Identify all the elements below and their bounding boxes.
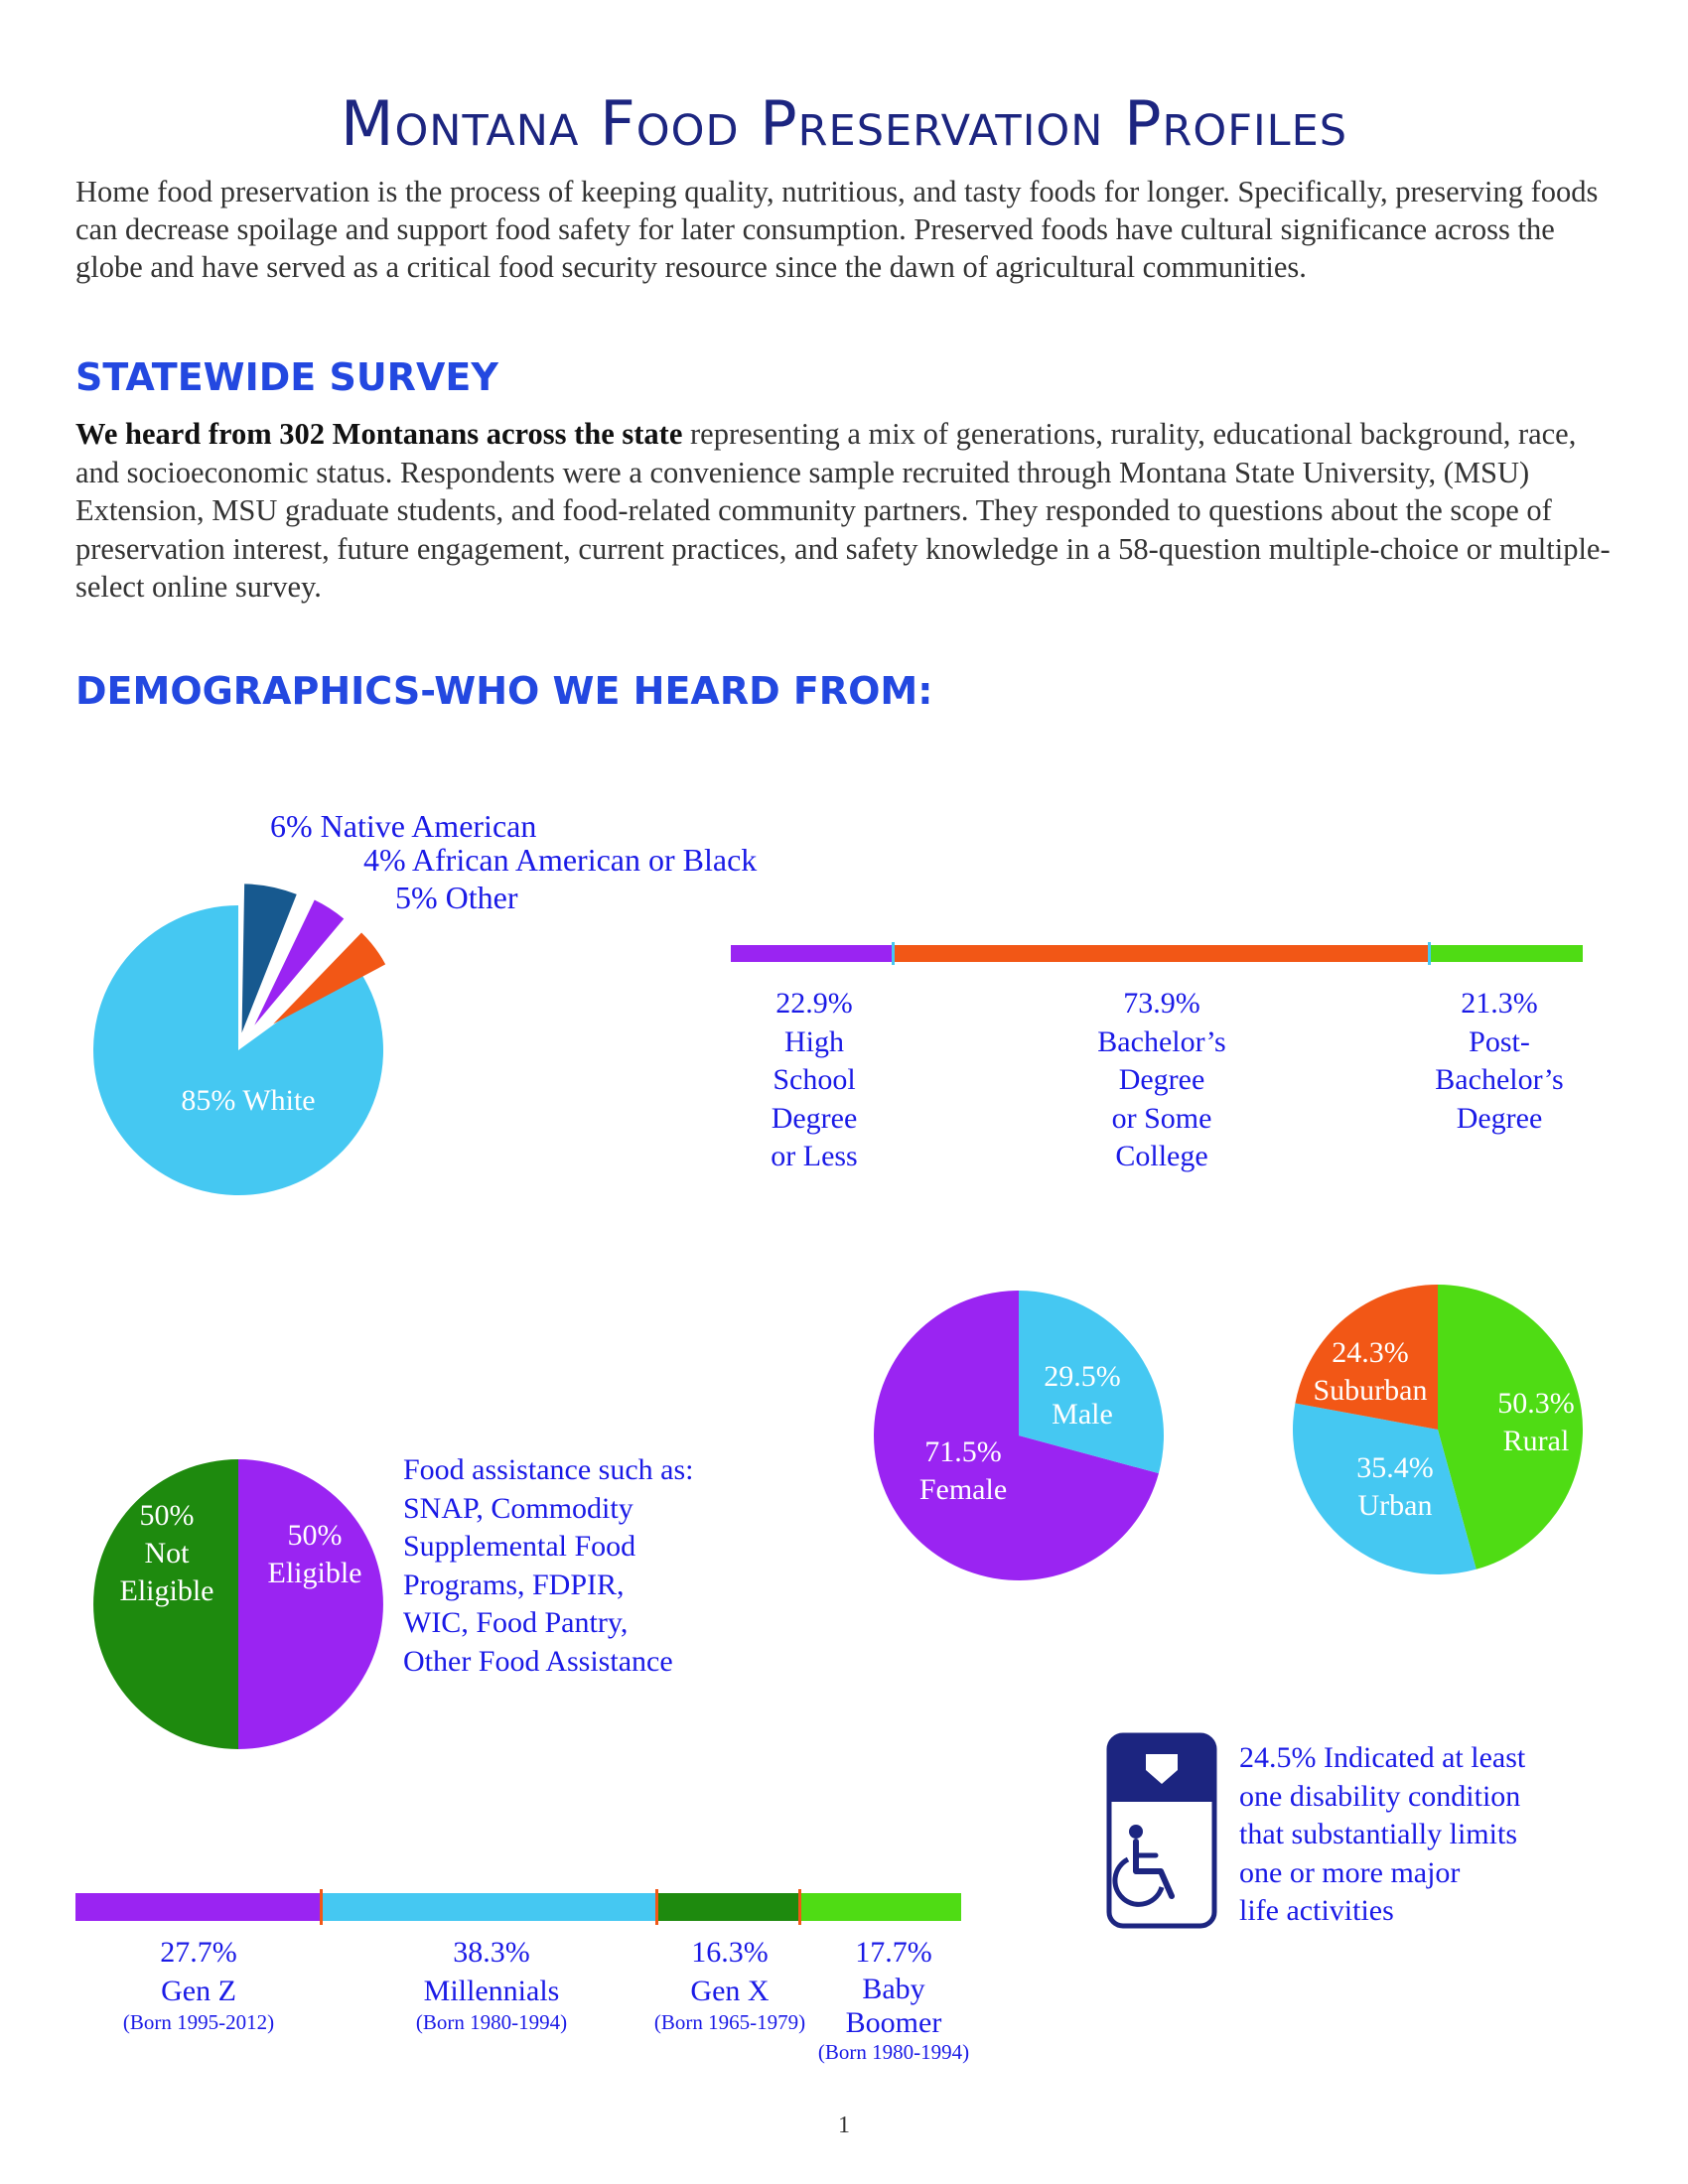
survey-bold-lead: We heard from 302 Montanans across the state: [75, 417, 683, 451]
survey-paragraph: [75, 415, 1624, 607]
education-label-bachelors: [1053, 985, 1271, 1176]
education-bar: [731, 945, 1583, 962]
education-line: Degree: [771, 1101, 858, 1135]
description-line: SNAP, Commodity: [403, 1491, 633, 1525]
generation-born: (Born 1995-2012): [122, 2010, 275, 2034]
disability-line: 24.5% Indicated at least: [1239, 1741, 1526, 1774]
description-line: Supplemental Food: [403, 1530, 636, 1563]
pie-category: Suburban: [1313, 1374, 1428, 1407]
generation-born: (Born 1980-1994): [415, 2010, 568, 2034]
pie-label-white: 85% White: [181, 1084, 316, 1117]
education-line: Degree: [1118, 1063, 1205, 1096]
pie-label-rural: [1472, 1385, 1601, 1460]
description-line: Food assistance such as:: [403, 1453, 694, 1486]
accessibility-parking-tag-icon: [1106, 1732, 1217, 1929]
education-label-post-bachelors: [1400, 985, 1599, 1138]
education-line: College: [1115, 1140, 1208, 1172]
bar-segment-gen-z: [75, 1893, 322, 1921]
disability-line: that substantially limits: [1239, 1818, 1517, 1850]
bar-segment-bachelors: [894, 945, 1430, 962]
generations-bar: [75, 1893, 961, 1921]
generation-name: Boomer: [845, 2005, 942, 2039]
assistance-description: [403, 1451, 693, 1681]
pie-label-other: 5% Other: [395, 880, 518, 915]
pie-category: Rural: [1502, 1425, 1570, 1457]
page-title: Montana Food Preservation Profiles: [340, 87, 1348, 160]
disability-line: life activities: [1239, 1894, 1394, 1927]
pie-label-male: [1023, 1358, 1142, 1433]
bar-segment-millennials: [322, 1893, 657, 1921]
generation-name: Millennials: [423, 1974, 560, 2007]
education-line: or Some: [1111, 1101, 1212, 1135]
generation-born: (Born 1965-1979): [653, 2010, 806, 2034]
pie-category: Eligible: [119, 1574, 214, 1607]
pie-pct: 71.5%: [924, 1435, 1002, 1468]
education-line: Bachelor’s: [1097, 1024, 1226, 1058]
bar-divider: [798, 1889, 801, 1925]
education-label-high-school: [715, 985, 914, 1176]
generation-pct: 38.3%: [453, 1936, 530, 1969]
pie-category: Male: [1052, 1398, 1113, 1431]
pie-category: Urban: [1357, 1489, 1433, 1522]
pie-pct: 50%: [287, 1519, 343, 1552]
disability-line: one or more major: [1239, 1855, 1461, 1889]
pie-slice-white: [93, 905, 383, 1195]
pie-label-not-eligible: [107, 1497, 226, 1610]
pie-label-suburban: [1301, 1334, 1440, 1410]
education-pct: 73.9%: [1123, 987, 1200, 1020]
pie-label-african-american: 4% African American or Black: [363, 842, 758, 878]
pie-category: Not: [144, 1537, 190, 1570]
bar-divider: [655, 1889, 658, 1925]
pie-pct: 50.3%: [1497, 1387, 1575, 1420]
generation-pct: 27.7%: [160, 1936, 237, 1969]
pie-label-native-american: 6% Native American: [270, 808, 537, 844]
pie-pct: 50%: [139, 1499, 195, 1532]
generation-born: (Born 1980-1994): [817, 2039, 970, 2064]
education-line: Post-: [1469, 1024, 1530, 1058]
race-pie-chart: [79, 824, 407, 1221]
bar-segment-gen-x: [657, 1893, 800, 1921]
generation-name: Baby: [862, 1972, 925, 2005]
education-pct: 22.9%: [775, 987, 853, 1020]
page-number: 1: [838, 2113, 850, 2138]
education-line: Bachelor’s: [1435, 1063, 1564, 1096]
survey-body: representing a mix of generations, rurality, educational background, race, and socioeconomic status. Respondents were a convenience sample recruited through Montana State University, (MSU) Extension, MSU graduate students, and food-related community partners. They responded to questions about the scope of preservation interest, future engagement, current practices, and safety knowledge in a 58-question multiple-choice or multiple-select online survey.: [75, 417, 1611, 604]
education-line: Degree: [1456, 1101, 1543, 1135]
disability-text: [1239, 1739, 1525, 1931]
pie-category: Female: [918, 1473, 1008, 1506]
pie-label-female: [894, 1433, 1033, 1509]
education-pct: 21.3%: [1461, 987, 1538, 1020]
bar-segment-high-school: [731, 945, 894, 962]
education-line: High: [784, 1024, 844, 1058]
generation-pct: 17.7%: [855, 1936, 932, 1969]
bar-segment-post-bachelors: [1430, 945, 1583, 962]
generation-name: Gen Z: [161, 1974, 236, 2007]
description-line: WIC, Food Pantry,: [403, 1606, 629, 1639]
statewide-survey-heading: STATEWIDE SURVEY: [75, 355, 498, 399]
generation-pct: 16.3%: [691, 1936, 769, 1969]
bar-segment-baby-boomer: [800, 1893, 961, 1921]
pie-category: Eligible: [267, 1557, 362, 1589]
pie-pct: 35.4%: [1356, 1451, 1434, 1484]
demographics-heading: DEMOGRAPHICS-WHO WE HEARD FROM:: [75, 669, 933, 713]
generation-label-millennials: [392, 1934, 591, 2035]
pie-label-urban: [1331, 1449, 1460, 1525]
disability-line: one disability condition: [1239, 1779, 1521, 1813]
bar-divider: [892, 942, 895, 965]
intro-paragraph: Home food preservation is the process of keeping quality, nutritious, and tasty foods for longer. Specifically, preserving foods can decrease spoilage and support food safety for later consumption. Preserved foods have cultural significance across the globe and have served as a critical food security resource since the dawn of agricultural communities.: [75, 175, 1599, 284]
pie-pct: 24.3%: [1332, 1336, 1409, 1369]
education-line: School: [773, 1063, 856, 1096]
bar-divider: [1428, 942, 1431, 965]
description-line: Other Food Assistance: [403, 1644, 673, 1678]
education-line: or Less: [771, 1140, 858, 1172]
pie-slice-eligible: [238, 1459, 383, 1749]
description-line: Programs, FDPIR,: [403, 1568, 625, 1601]
generation-label-gen-z: [99, 1934, 298, 2035]
pie-label-eligible: [250, 1517, 379, 1592]
bar-divider: [320, 1889, 323, 1925]
generation-label-baby-boomer: [794, 1934, 993, 2065]
generation-name: Gen X: [690, 1974, 770, 2007]
pie-pct: 29.5%: [1044, 1360, 1121, 1393]
